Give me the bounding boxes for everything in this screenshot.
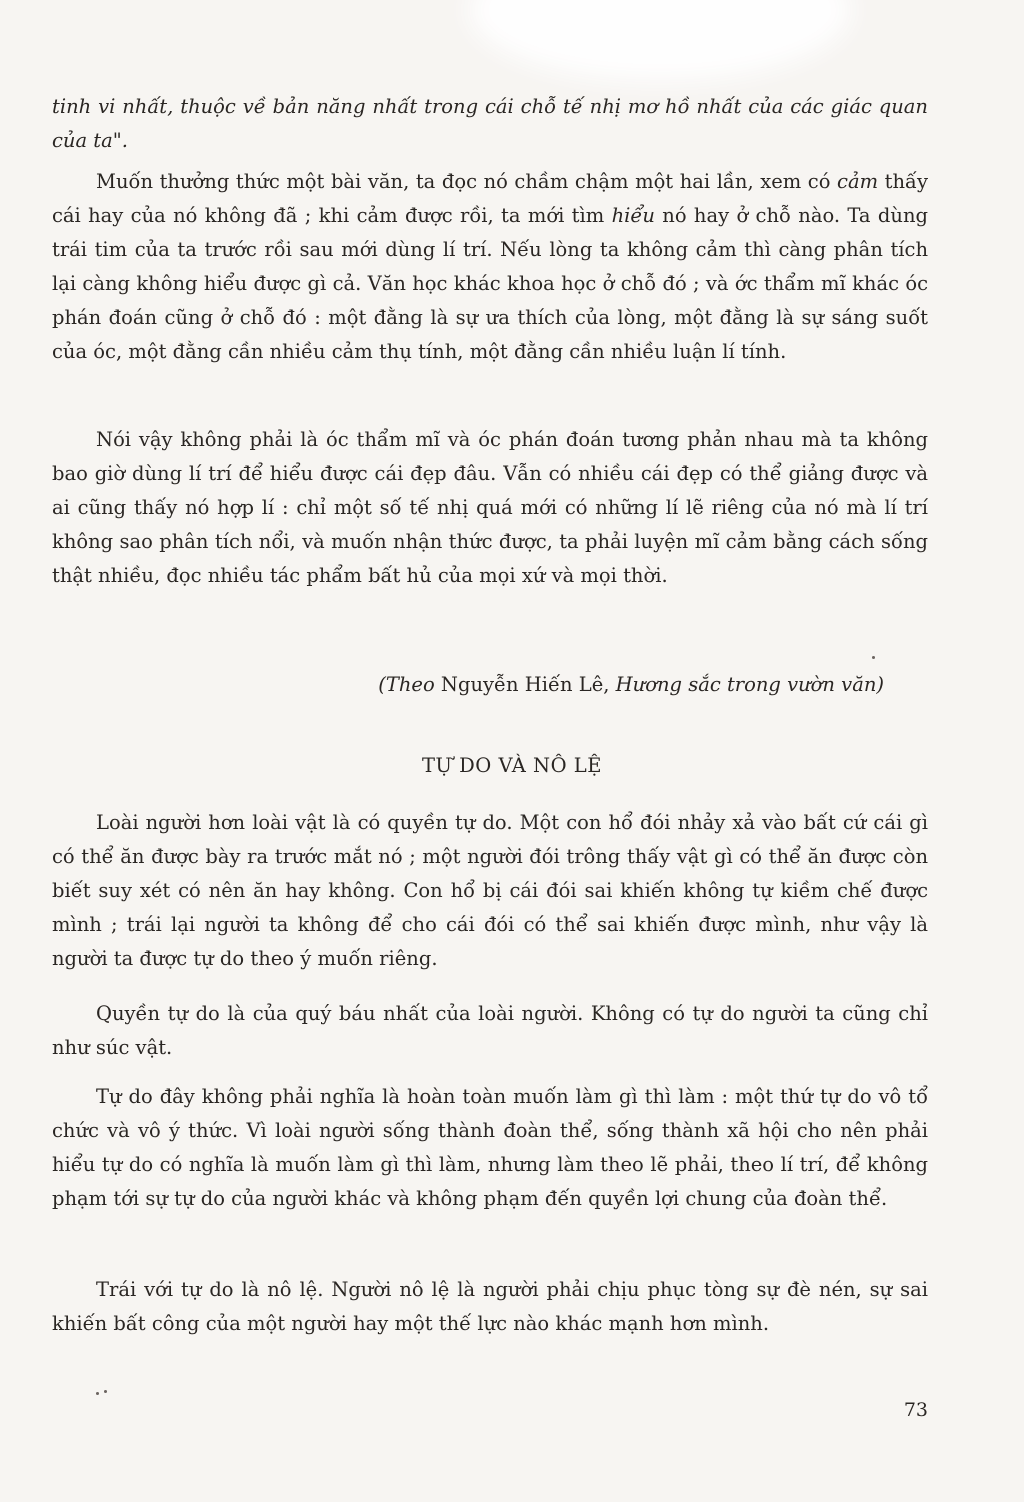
quote-ending-paragraph — [52, 90, 928, 158]
quote-ending-text: tinh vi nhất, thuộc về bản năng nhất trong cái chỗ tế nhị mơ hồ nhất của các giác quan của ta". — [52, 95, 928, 152]
paragraph-freedom-value — [52, 997, 928, 1065]
paragraph-text: Quyền tự do là của quý báu nhất của loài người. Không có tự do người ta cũng chỉ như súc vật. — [52, 1002, 928, 1059]
paragraph-freedom-meaning — [52, 1080, 928, 1216]
paragraph-text: thấy cái hay của nó không đã ; khi cảm được rồi, ta mới tìm — [52, 170, 929, 227]
paragraph-text: Muốn thưởng thức một bài văn, ta đọc nó chầm chậm một hai lần, xem có — [96, 170, 838, 193]
paragraph-text: Trái với tự do là nô lệ. Người nô lệ là người phải chịu phục tòng sự đè nén, sự sai khiến bất công của một người hay một thế lực nào khác mạnh hơn mình. — [52, 1278, 928, 1335]
paragraph-text: nó hay ở chỗ nào. Ta dùng trái tim của ta trước rồi sau mới dùng lí trí. Nếu lòng ta không cảm thì càng phân tích lại càng không hiểu được gì cả. Văn học khác khoa học ở chỗ đó ; và ớc thẩm mĩ khác óc phán đoán cũng ở chỗ đó : một đằng là sự ưa thích của lòng, một đằng là sự sáng suốt của óc, một đằng cần nhiều cảm thụ tính, một đằng cần nhiều luận lí tính. — [52, 204, 928, 363]
scan-speck — [872, 656, 875, 659]
emphasis-cam: cảm — [837, 170, 879, 193]
source-citation — [378, 668, 884, 702]
citation-author: Nguyễn Hiến Lê, — [434, 673, 616, 696]
paragraph-slavery — [52, 1273, 928, 1341]
citation-open: (Theo — [378, 673, 435, 696]
paragraph-reading-appreciation — [52, 165, 928, 369]
citation-work: Hương sắc trong vườn văn) — [615, 673, 884, 696]
paragraph-text: Nói vậy không phải là óc thẩm mĩ và óc phán đoán tương phản nhau mà ta không bao giờ dùng lí trí để hiểu được cái đẹp đâu. Vẫn có nhiều cái đẹp có thể giảng được và ai cũng thấy nó hợp lí : chỉ một số tế nhị quá mới có những lí lẽ riêng của nó mà lí trí không sao phân tích nổi, và muốn nhận thức được, ta phải luyện mĩ cảm bằng cách sống thật nhiều, đọc nhiều tác phẩm bất hủ của mọi xứ và mọi thời. — [52, 428, 928, 587]
scan-glare — [470, 0, 850, 80]
paragraph-aesthetic-reason — [52, 423, 928, 593]
paragraph-freedom-intro — [52, 806, 928, 976]
paragraph-text: Loài người hơn loài vật là có quyền tự do. Một con hổ đói nhảy xả vào bất cứ cái gì có thể ăn được bày ra trước mắt nó ; một người đói trông thấy vật gì có thể ăn được còn biết suy xét có nên ăn hay không. Con hổ bị cái đói sai khiến không tự kiềm chế được mình ; trái lại người ta không để cho cái đói có thể sai khiến được mình, như vậy là người ta được tự do theo ý muốn riêng. — [52, 811, 928, 970]
scan-speck — [104, 1390, 107, 1393]
page-number: 73 — [903, 1399, 928, 1421]
scan-speck — [96, 1392, 99, 1395]
emphasis-hieu: hiểu — [611, 204, 655, 227]
section-title: TỰ DO VÀ NÔ LỆ — [422, 754, 602, 777]
paragraph-text: Tự do đây không phải nghĩa là hoàn toàn muốn làm gì thì làm : một thứ tự do vô tổ chức và vô ý thức. Vì loài người sống thành đoàn thể, sống thành xã hội cho nên phải hiểu tự do có nghĩa là muốn làm gì thì làm, nhưng làm theo lẽ phải, theo lí trí, để không phạm tới sự tự do của người khác và không phạm đến quyền lợi chung của đoàn thể. — [52, 1085, 928, 1210]
